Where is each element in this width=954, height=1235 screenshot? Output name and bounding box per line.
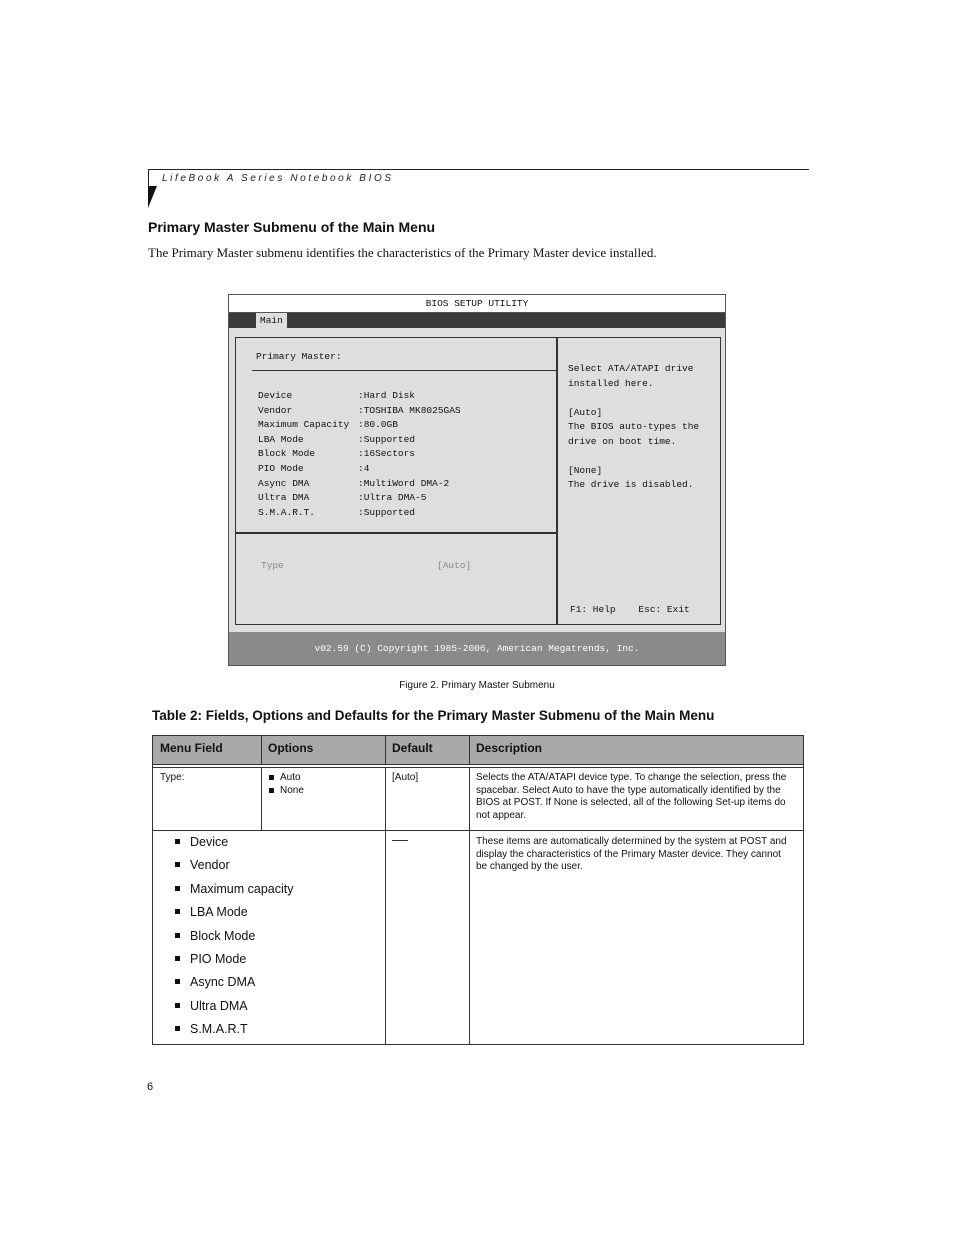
figure-caption: Figure 2. Primary Master Submenu bbox=[399, 680, 555, 691]
table-header bbox=[153, 736, 803, 765]
field-row bbox=[258, 506, 461, 521]
field-row bbox=[258, 462, 461, 477]
list-item: S.M.A.R.T bbox=[175, 1018, 375, 1041]
list-item: PIO Mode bbox=[175, 948, 375, 971]
field-name: S.M.A.R.T. bbox=[258, 506, 316, 518]
field-name: LBA Mode bbox=[258, 433, 304, 445]
list-item: Device bbox=[175, 831, 375, 854]
help-key-legend: F1: Help Esc: Exit bbox=[570, 604, 690, 615]
option-item: Auto bbox=[268, 772, 380, 785]
fields-table bbox=[152, 735, 804, 1045]
option-item: None bbox=[268, 785, 380, 798]
cell-item-list bbox=[175, 831, 375, 1042]
field-row bbox=[258, 477, 461, 492]
field-name: Async DMA bbox=[258, 477, 310, 489]
table-title: Table 2: Fields, Options and Defaults for the Primary Master Submenu of the Main Menu bbox=[152, 708, 715, 723]
column-divider bbox=[469, 831, 470, 1044]
header-options: Options bbox=[268, 741, 314, 755]
field-value: :Supported bbox=[358, 506, 416, 518]
cell-default: [Auto] bbox=[392, 772, 419, 783]
table-row bbox=[153, 767, 803, 831]
cell-description: Selects the ATA/ATAPI device type. To change the selection, press the spacebar. Select Auto to have the type automatically identified by the BIOS at POST. If None is selected, all of the following Set-up items do not appear. bbox=[476, 772, 787, 821]
column-divider bbox=[261, 736, 262, 764]
field-name: Block Mode bbox=[258, 448, 316, 460]
list-item: Maximum capacity bbox=[175, 878, 375, 901]
list-item: LBA Mode bbox=[175, 901, 375, 924]
running-header: LifeBook A Series Notebook BIOS bbox=[162, 173, 394, 184]
field-name: PIO Mode bbox=[258, 462, 304, 474]
column-divider bbox=[385, 831, 386, 1044]
field-value: :Hard Disk bbox=[358, 390, 416, 401]
column-divider bbox=[385, 736, 386, 764]
list-item: Async DMA bbox=[175, 971, 375, 994]
field-row bbox=[258, 404, 461, 419]
header-default: Default bbox=[392, 741, 433, 755]
help-text: Select ATA/ATAPI drive installed here. [Auto] The BIOS auto-types the drive on boot time. [None] The drive is disabled. bbox=[568, 363, 700, 490]
list-item: Vendor bbox=[175, 854, 375, 877]
type-option-label[interactable]: Type bbox=[261, 560, 284, 571]
page-number: 6 bbox=[147, 1081, 154, 1093]
bios-copyright-footer: v02.59 (C) Copyright 1985-2006, American Megatrends, Inc. bbox=[229, 632, 725, 665]
header-description: Description bbox=[476, 741, 543, 755]
field-list bbox=[258, 389, 461, 520]
tab-main[interactable]: Main bbox=[256, 313, 287, 328]
section-title: Primary Master Submenu of the Main Menu bbox=[148, 219, 436, 235]
column-divider bbox=[385, 768, 386, 830]
header-vertical-rule bbox=[148, 169, 149, 187]
field-value: :MultiWord DMA-2 bbox=[358, 477, 450, 489]
primary-master-label: Primary Master: bbox=[256, 351, 342, 362]
column-divider bbox=[261, 768, 262, 830]
table-row bbox=[153, 831, 803, 1044]
type-option-value[interactable]: [Auto] bbox=[437, 560, 472, 571]
field-value: :TOSHIBA MK8025GAS bbox=[358, 404, 461, 416]
bios-title-bar: BIOS SETUP UTILITY bbox=[229, 295, 725, 313]
list-item: Block Mode bbox=[175, 925, 375, 948]
field-row bbox=[258, 433, 461, 448]
panel-divider bbox=[252, 370, 556, 371]
bios-menu-bar bbox=[229, 313, 725, 328]
field-row bbox=[258, 447, 461, 462]
field-row bbox=[258, 491, 461, 506]
field-row bbox=[258, 389, 461, 404]
list-item: Ultra DMA bbox=[175, 995, 375, 1018]
field-row bbox=[258, 418, 461, 433]
panel-divider bbox=[236, 532, 556, 534]
field-name: Vendor bbox=[258, 404, 293, 416]
column-divider bbox=[469, 736, 470, 764]
field-name: Ultra DMA bbox=[258, 492, 310, 504]
bios-main-panel bbox=[235, 337, 556, 625]
field-value: :4 bbox=[358, 462, 370, 474]
header-menu-field: Menu Field bbox=[160, 741, 223, 755]
bios-help-panel bbox=[556, 337, 721, 625]
field-value: :Supported bbox=[358, 433, 416, 445]
column-divider bbox=[469, 768, 470, 830]
bios-screen bbox=[228, 294, 726, 666]
field-name: Maximum Capacity bbox=[258, 419, 350, 431]
field-name: Device bbox=[258, 390, 293, 401]
field-value: :Ultra DMA-5 bbox=[358, 492, 427, 504]
field-value: :16Sectors bbox=[358, 448, 416, 460]
default-dash bbox=[392, 840, 408, 841]
cell-options bbox=[268, 772, 380, 797]
cell-description: These items are automatically determined by the system at POST and display the characteristics of the Primary Master device. They cannot be changed by the user. bbox=[476, 836, 787, 873]
header-corner-mark bbox=[148, 186, 157, 208]
header-rule bbox=[148, 169, 809, 170]
cell-field-type: Type: bbox=[160, 772, 185, 783]
field-value: :80.0GB bbox=[358, 419, 398, 431]
intro-paragraph: The Primary Master submenu identifies the characteristics of the Primary Master device installed. bbox=[148, 245, 657, 260]
